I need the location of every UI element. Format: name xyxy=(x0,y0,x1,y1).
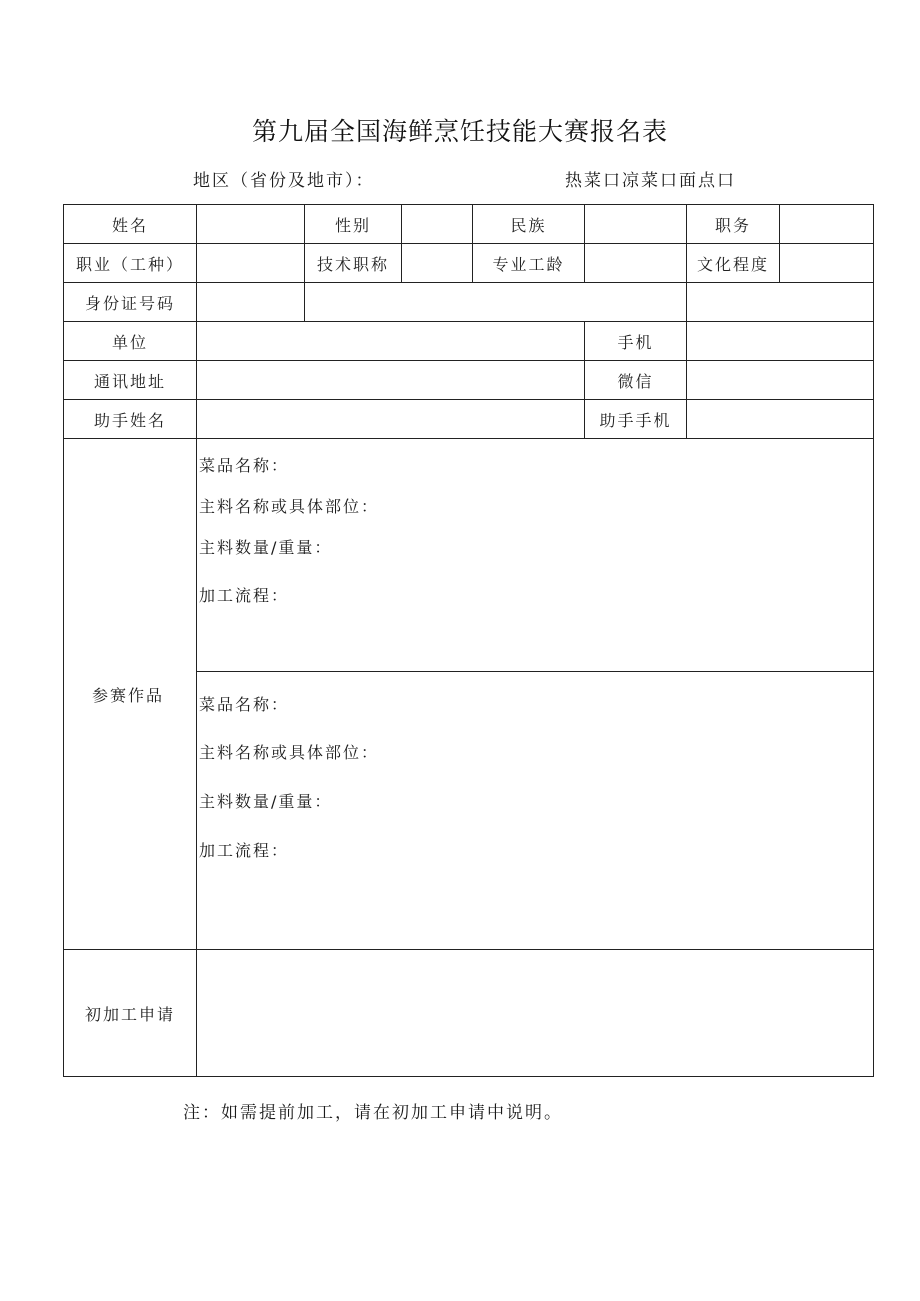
table-row xyxy=(64,950,874,1077)
years-input[interactable] xyxy=(585,244,687,283)
process-label: 加工流程： xyxy=(199,841,290,860)
dish-name-label: 菜品名称： xyxy=(199,695,290,714)
wechat-input[interactable] xyxy=(687,361,874,400)
footnote: 注：如需提前加工，请在初加工申请中说明。 xyxy=(183,1103,563,1123)
table-row xyxy=(64,439,874,672)
category-options: 热菜口凉菜口面点口 xyxy=(565,171,736,191)
table-row xyxy=(64,283,874,322)
occupation-label: 职业（工种） xyxy=(64,244,197,283)
region-label: 地区（省份及地市）： xyxy=(193,171,375,191)
assistant-name-label: 助手姓名 xyxy=(64,400,197,439)
assistant-mobile-input[interactable] xyxy=(687,400,874,439)
gender-label: 性别 xyxy=(305,205,402,244)
gender-input[interactable] xyxy=(402,205,473,244)
form-title: 第九届全国海鲜烹饪技能大赛报名表 xyxy=(251,117,668,146)
position-label: 职务 xyxy=(687,205,780,244)
name-label: 姓名 xyxy=(64,205,197,244)
process-label: 加工流程： xyxy=(199,586,290,605)
years-label: 专业工龄 xyxy=(473,244,585,283)
education-input[interactable] xyxy=(780,244,874,283)
address-label: 通讯地址 xyxy=(64,361,197,400)
id-number-input-b[interactable] xyxy=(305,283,687,322)
assistant-name-input[interactable] xyxy=(197,400,585,439)
preprocess-label: 初加工申请 xyxy=(64,950,197,1077)
id-number-label: 身份证号码 xyxy=(64,283,197,322)
table-row xyxy=(64,244,874,283)
assistant-mobile-label: 助手手机 xyxy=(585,400,687,439)
table-row xyxy=(64,205,874,244)
address-input[interactable] xyxy=(197,361,585,400)
tech-title-label: 技术职称 xyxy=(305,244,402,283)
id-number-input-c[interactable] xyxy=(687,283,874,322)
mobile-label: 手机 xyxy=(585,322,687,361)
ethnicity-input[interactable] xyxy=(585,205,687,244)
dish-entry-1[interactable] xyxy=(197,439,874,672)
quantity-label: 主料数量/重量： xyxy=(199,538,333,557)
mobile-input[interactable] xyxy=(687,322,874,361)
entries-label: 参赛作品 xyxy=(64,439,197,950)
dish-entry-2[interactable] xyxy=(197,672,874,950)
position-input[interactable] xyxy=(780,205,874,244)
name-input[interactable] xyxy=(197,205,305,244)
table-row xyxy=(64,361,874,400)
tech-title-input[interactable] xyxy=(402,244,473,283)
preprocess-input[interactable] xyxy=(197,950,874,1077)
ethnicity-label: 民族 xyxy=(473,205,585,244)
unit-label: 单位 xyxy=(64,322,197,361)
id-number-input-a[interactable] xyxy=(197,283,305,322)
registration-table xyxy=(63,204,874,1077)
quantity-label: 主料数量/重量： xyxy=(199,792,333,811)
wechat-label: 微信 xyxy=(585,361,687,400)
main-ingredient-label: 主料名称或具体部位： xyxy=(199,497,380,516)
table-row xyxy=(64,400,874,439)
table-row xyxy=(64,322,874,361)
education-label: 文化程度 xyxy=(687,244,780,283)
main-ingredient-label: 主料名称或具体部位： xyxy=(199,743,380,762)
occupation-input[interactable] xyxy=(197,244,305,283)
unit-input[interactable] xyxy=(197,322,585,361)
dish-name-label: 菜品名称： xyxy=(199,456,290,475)
